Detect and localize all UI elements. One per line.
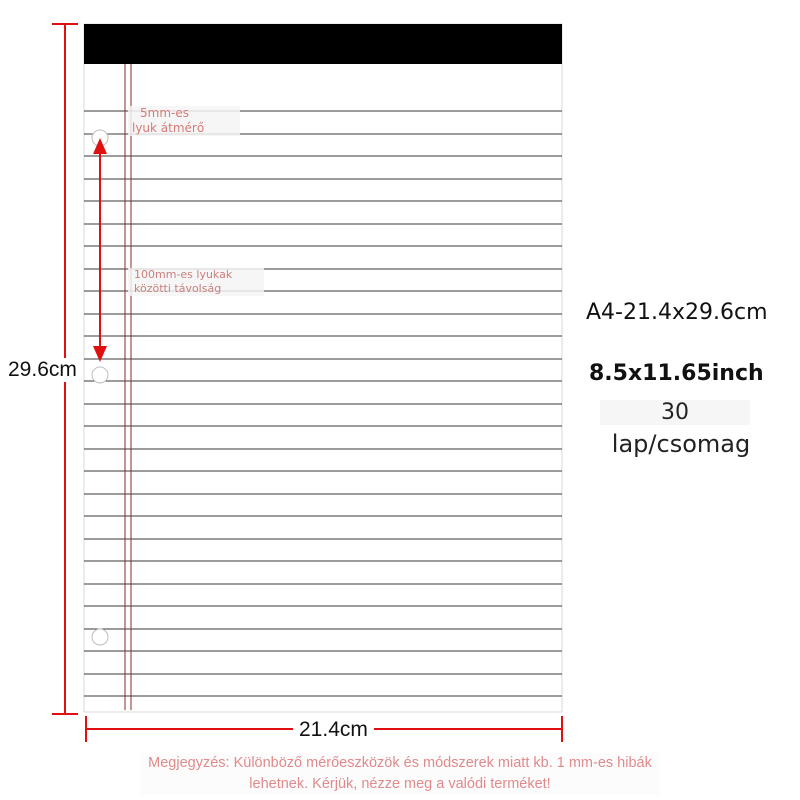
hole-spacing-line1: 100mm-es lyukak [134,268,233,281]
hole-diameter-line1: 5mm-es [140,106,189,120]
hole-spacing-line2: közötti távolság [134,282,222,295]
width-label: 21.4cm [293,718,374,742]
punch-hole-middle [92,367,108,383]
hole-spacing-annotation [128,268,264,296]
measurement-note: Megjegyzés: Különböző mérőeszközök és módszerek miatt kb. 1 mm-es hibák lehetnek. Kérjük, nézze meg a valódi terméket! [140,753,660,795]
quantity-unit: lap/csomag [611,430,751,458]
height-label: 29.6cm [8,358,77,381]
size-cm-label: A4-21.4x29.6cm [586,300,768,325]
size-inch-label: 8.5x11.65inch [589,361,764,386]
header-bar [84,24,562,64]
punch-hole-bottom [92,629,108,645]
hole-diameter-line2: lyuk átmérő [132,121,205,135]
quantity-count: 30 [600,400,750,425]
hole-diameter-annotation [128,106,240,136]
